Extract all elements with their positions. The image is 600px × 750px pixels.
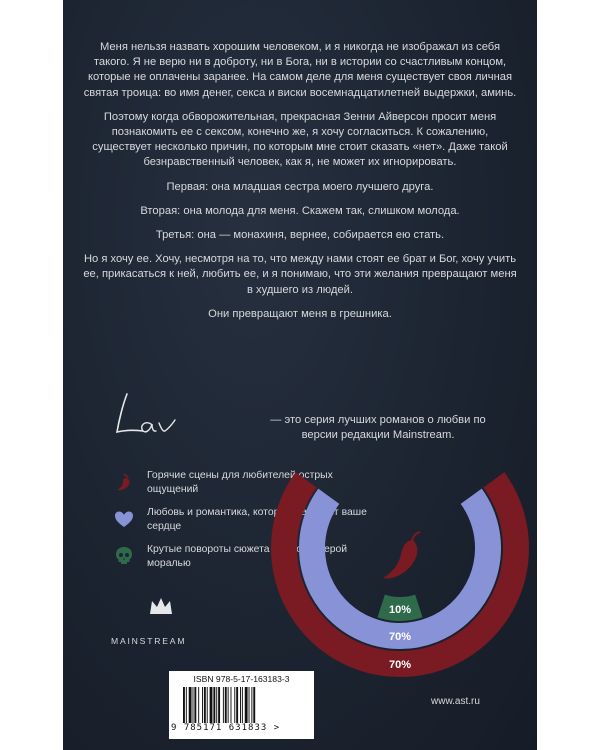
back-cover (63, 0, 537, 750)
blurb-paragraph-6: Но я хочу ее. Хочу, несмотря на то, что между нами стоят ее брат и Бог, хочу учить ее, прикасаться к ней, любить ее, и я понимаю, что эти желания превращают меня в худшего из людей. (83, 253, 517, 296)
ean-number: 9 785171 631833 > (171, 723, 281, 733)
lav-series-logo (113, 390, 179, 440)
barcode-block (169, 671, 314, 739)
gauge-label-2: 70% (388, 631, 412, 643)
annotation-text (83, 40, 517, 331)
heart-icon (113, 508, 135, 530)
blurb-paragraph-5: Третья: она — монахиня, вернее, собирается ею стать. (155, 229, 445, 242)
rating-gauge-chart (263, 440, 537, 680)
brand-name: MAINSTREAM (111, 636, 187, 646)
blurb-paragraph-2: Поэтому когда обворожительная, прекрасная Зенни Айверсон просит меня познакомить ее с сексом, конечно же, я хочу согласиться. К сожалению, существует несколько причин, по которым мне стоит сказать «нет». Даже такой безнравственный человек, как я, не может их игнорировать. (92, 110, 508, 169)
feature-hot-scenes-text: Горячие сцены для любителей острых ощущений (147, 470, 333, 495)
series-description: — это серия лучших романов о любви по версии редакции Mainstream. (270, 414, 486, 441)
crown-icon (148, 596, 174, 618)
isbn-number: ISBN 978-5-17-163183-3 (193, 674, 290, 684)
blurb-paragraph-3: Первая: она младшая сестра моего лучшего друга. (166, 180, 434, 193)
gauge-label-1: 70% (388, 659, 412, 671)
blurb-paragraph-1: Меня нельзя назвать хорошим человеком, и я никогда не изображал из себя такого. Я не верю ни в доброту, ни в Бога, ни в истории со счастливым концом, которые не оплачены заранее. На самом деле для меня существует своя личная святая троица: во имя денег, секса и виски восемнадцатилетней выдержки, аминь. (83, 41, 517, 99)
chili-pepper-icon (113, 471, 135, 493)
feature-plot-twists-text: Крутые повороты сюжета и герои с серой моралью (147, 544, 348, 569)
skull-icon (113, 545, 135, 567)
publisher-website: www.ast.ru (431, 696, 480, 707)
barcode-bars (183, 687, 303, 723)
feature-romance-text: Любовь и романтика, которые растопят ваше сердце (147, 507, 367, 532)
blurb-paragraph-7: Они превращают меня в грешника. (208, 307, 392, 320)
gauge-label-3: 10% (388, 604, 412, 616)
gauge-chili-pepper-icon (383, 540, 417, 579)
gauge-chili-stem (412, 532, 420, 541)
blurb-paragraph-4: Вторая: она молода для меня. Скажем так, слишком молода. (140, 204, 460, 217)
